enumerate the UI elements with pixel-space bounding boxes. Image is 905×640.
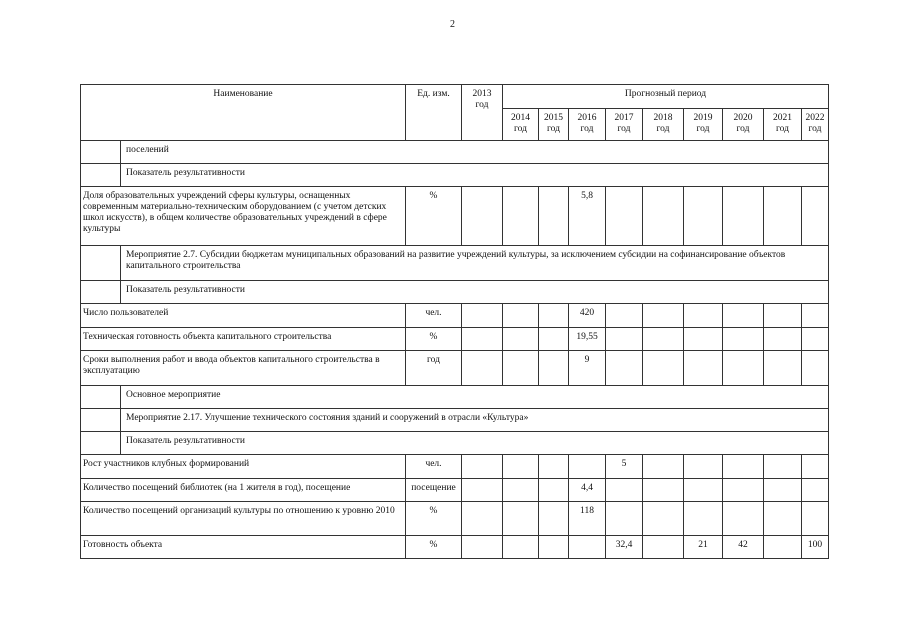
header-year-2014 [503, 109, 539, 141]
row-value-2015 [539, 536, 569, 559]
year-unit: год [547, 124, 560, 134]
row-value-2017 [606, 351, 643, 386]
header-name: Наименование [81, 85, 406, 141]
row-value-2022 [802, 304, 829, 328]
row-value-2015 [539, 455, 569, 479]
row-name: Техническая готовность объекта капитального строительства [81, 328, 406, 351]
year-label: 2019 [693, 113, 713, 123]
row-value-2019 [684, 304, 723, 328]
section-label: Мероприятие 2.17. Улучшение технического состояния зданий и сооружений в отрасли «Культура» [121, 409, 829, 432]
row-value-2014 [503, 502, 539, 536]
table-row [81, 328, 829, 351]
section-label: Показатель результативности [121, 164, 829, 187]
row-value-2013 [462, 455, 503, 479]
row-unit: % [406, 502, 462, 536]
section-indent [81, 281, 121, 304]
row-value-2014 [503, 536, 539, 559]
row-value-2019 [684, 328, 723, 351]
row-value-2018 [643, 304, 684, 328]
header-year-2019 [684, 109, 723, 141]
row-value-2014 [503, 328, 539, 351]
row-value-2019 [684, 502, 723, 536]
row-value-2020 [723, 479, 764, 502]
row-value-2019: 21 [684, 536, 723, 559]
row-value-2016: 4,4 [569, 479, 606, 502]
row-value-2018 [643, 479, 684, 502]
row-value-2020: 42 [723, 536, 764, 559]
row-value-2015 [539, 479, 569, 502]
row-name: Доля образовательных учреждений сферы культуры, оснащенных современным материально-техническим оборудованием (с учетом детских школ искусств), в общем количестве образовательных учреждений в сфере культуры [81, 187, 406, 246]
header-base-year-unit: год [475, 100, 489, 110]
section-label: Показатель результативности [121, 432, 829, 455]
row-name: Количество посещений библиотек (на 1 жителя в год), посещение [81, 479, 406, 502]
table-row [81, 455, 829, 479]
header-year-2016 [569, 109, 606, 141]
year-unit: год [617, 124, 631, 134]
row-value-2018 [643, 187, 684, 246]
header-unit: Ед. изм. [406, 85, 462, 141]
row-value-2020 [723, 328, 764, 351]
indicator-table [80, 84, 829, 559]
row-unit: чел. [406, 304, 462, 328]
row-value-2017 [606, 328, 643, 351]
row-value-2018 [643, 328, 684, 351]
year-unit: год [736, 124, 750, 134]
row-value-2019 [684, 479, 723, 502]
section-indent [81, 164, 121, 187]
row-value-2016: 19,55 [569, 328, 606, 351]
row-value-2021 [764, 479, 802, 502]
section-label: Показатель результативности [121, 281, 829, 304]
year-label: 2021 [773, 113, 792, 123]
table-row [81, 187, 829, 246]
year-label: 2022 [805, 113, 825, 123]
section-label: Основное мероприятие [121, 386, 829, 409]
row-value-2018 [643, 455, 684, 479]
row-value-2022: 100 [802, 536, 829, 559]
row-value-2022 [802, 479, 829, 502]
year-label: 2016 [577, 113, 597, 123]
year-label: 2015 [544, 113, 563, 123]
year-unit: год [656, 124, 670, 134]
section-row [81, 432, 829, 455]
row-value-2021 [764, 304, 802, 328]
row-value-2013 [462, 304, 503, 328]
section-indent [81, 246, 121, 281]
row-value-2015 [539, 502, 569, 536]
row-value-2021 [764, 455, 802, 479]
row-value-2022 [802, 328, 829, 351]
header-year-2020 [723, 109, 764, 141]
row-unit: % [406, 187, 462, 246]
row-value-2017 [606, 187, 643, 246]
section-indent [81, 409, 121, 432]
year-label: 2017 [614, 113, 634, 123]
header-forecast: Прогнозный период [503, 85, 829, 109]
year-label: 2018 [653, 113, 673, 123]
header-year-2022 [802, 109, 829, 141]
page-number: 2 [450, 19, 455, 30]
section-row [81, 164, 829, 187]
header-year-2017 [606, 109, 643, 141]
section-row [81, 386, 829, 409]
year-unit: год [776, 124, 789, 134]
row-value-2020 [723, 455, 764, 479]
row-value-2015 [539, 187, 569, 246]
row-value-2019 [684, 455, 723, 479]
row-value-2013 [462, 328, 503, 351]
section-row [81, 246, 829, 281]
year-label: 2014 [511, 113, 530, 123]
header-year-2021 [764, 109, 802, 141]
row-name: Рост участников клубных формирований [81, 455, 406, 479]
row-value-2020 [723, 502, 764, 536]
table-row [81, 479, 829, 502]
row-value-2018 [643, 351, 684, 386]
row-value-2022 [802, 502, 829, 536]
row-value-2014 [503, 187, 539, 246]
row-name: Готовность объекта [81, 536, 406, 559]
row-value-2018 [643, 536, 684, 559]
row-value-2013 [462, 187, 503, 246]
header-year-2015 [539, 109, 569, 141]
row-name: Сроки выполнения работ и ввода объектов капитального строительства в эксплуатацию [81, 351, 406, 386]
row-value-2016 [569, 536, 606, 559]
year-unit: год [514, 124, 527, 134]
row-value-2015 [539, 351, 569, 386]
section-label: поселений [121, 141, 829, 164]
section-row [81, 409, 829, 432]
header-year-2018 [643, 109, 684, 141]
table-row [81, 304, 829, 328]
row-value-2016: 118 [569, 502, 606, 536]
section-label: Мероприятие 2.7. Субсидии бюджетам муниципальных образований на развитие учреждений культуры, за исключением субсидии на софинансирование объектов капитального строительства [121, 246, 829, 281]
row-unit: чел. [406, 455, 462, 479]
year-unit: год [808, 124, 822, 134]
row-value-2014 [503, 351, 539, 386]
row-value-2022 [802, 187, 829, 246]
row-value-2021 [764, 502, 802, 536]
row-value-2018 [643, 502, 684, 536]
row-value-2017 [606, 304, 643, 328]
row-value-2015 [539, 304, 569, 328]
row-value-2019 [684, 351, 723, 386]
section-indent [81, 432, 121, 455]
row-value-2016: 420 [569, 304, 606, 328]
row-value-2017 [606, 502, 643, 536]
header-row-1 [81, 85, 829, 109]
section-indent [81, 386, 121, 409]
row-value-2013 [462, 479, 503, 502]
section-row [81, 141, 829, 164]
section-row [81, 281, 829, 304]
row-unit: посещение [406, 479, 462, 502]
row-value-2021 [764, 351, 802, 386]
header-base-year-value: 2013 [472, 89, 492, 99]
row-value-2016: 5,8 [569, 187, 606, 246]
row-name: Число пользователей [81, 304, 406, 328]
row-value-2017 [606, 479, 643, 502]
row-value-2020 [723, 187, 764, 246]
row-value-2015 [539, 328, 569, 351]
row-value-2017: 32,4 [606, 536, 643, 559]
row-value-2014 [503, 479, 539, 502]
row-name: Количество посещений организаций культуры по отношению к уровню 2010 [81, 502, 406, 536]
row-value-2014 [503, 455, 539, 479]
row-value-2013 [462, 351, 503, 386]
section-indent [81, 141, 121, 164]
year-unit: год [696, 124, 710, 134]
row-value-2017: 5 [606, 455, 643, 479]
row-value-2016: 9 [569, 351, 606, 386]
row-value-2022 [802, 351, 829, 386]
row-value-2020 [723, 304, 764, 328]
row-value-2019 [684, 187, 723, 246]
year-unit: год [580, 124, 594, 134]
table-row [81, 351, 829, 386]
row-value-2013 [462, 502, 503, 536]
table-row [81, 502, 829, 536]
table-row [81, 536, 829, 559]
row-value-2021 [764, 187, 802, 246]
row-unit: год [406, 351, 462, 386]
row-unit: % [406, 536, 462, 559]
header-base-year [462, 85, 503, 141]
row-value-2016 [569, 455, 606, 479]
row-value-2013 [462, 536, 503, 559]
row-value-2014 [503, 304, 539, 328]
row-value-2021 [764, 328, 802, 351]
row-value-2021 [764, 536, 802, 559]
row-value-2020 [723, 351, 764, 386]
row-value-2022 [802, 455, 829, 479]
row-unit: % [406, 328, 462, 351]
year-label: 2020 [733, 113, 753, 123]
